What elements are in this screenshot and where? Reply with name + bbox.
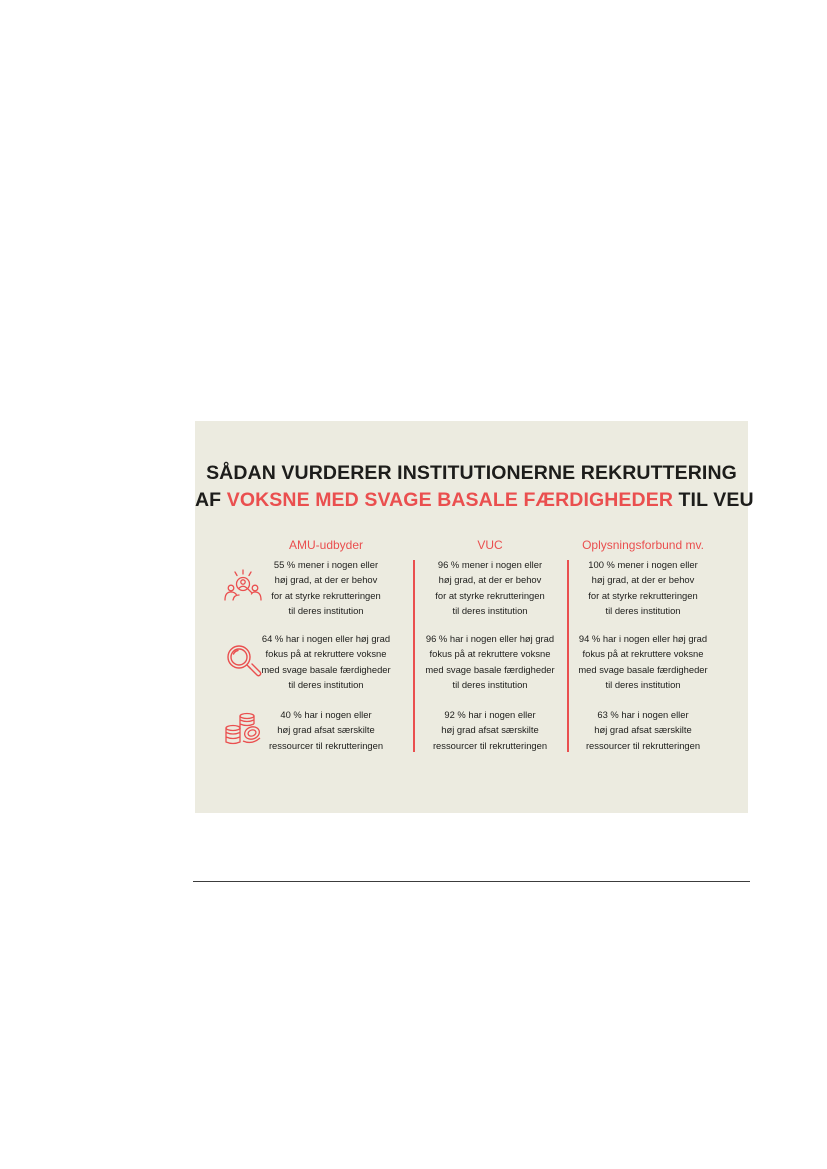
text-line: til deres institution [452, 604, 528, 616]
text-line: høj grad, at der er behov [438, 574, 542, 586]
text-line: 96 % mener i nogen eller [437, 559, 543, 570]
text-line: med svage basale færdigheder [425, 663, 555, 675]
text-line: ressourcer til rekrutteringen [585, 739, 701, 751]
infographic-title-line-1: SÅDAN VURDERER INSTITUTIONERNE REKRUTTERING [206, 462, 737, 484]
cell-oplysningsforbund-resources [568, 707, 718, 753]
text-line: 96 % har i nogen eller høj grad [425, 633, 555, 644]
title-suffix: TIL VEU [678, 489, 754, 511]
title-highlight: VOKSNE MED SVAGE BASALE FÆRDIGHEDER [226, 489, 674, 511]
text-line: for at styrke rekrutteringen [271, 589, 381, 601]
text-line: 94 % har i nogen eller høj grad [578, 633, 708, 644]
cell-vuc-resources [415, 707, 565, 753]
text-line: 64 % har i nogen eller høj grad [261, 633, 391, 644]
text-line: høj grad afsat særskilte [441, 724, 539, 736]
text-line: til deres institution [605, 678, 681, 690]
cell-amu-need [251, 557, 401, 618]
text-line: høj grad, at der er behov [591, 574, 695, 586]
text-line: til deres institution [288, 678, 364, 690]
column-header-amu: AMU-udbyder [288, 538, 364, 552]
text-line: høj grad, at der er behov [274, 574, 378, 586]
cell-amu-focus [251, 631, 401, 692]
infographic-title-line-2 [195, 489, 754, 512]
text-line: for at styrke rekrutteringen [435, 589, 545, 601]
cell-oplysningsforbund-focus [568, 631, 718, 692]
text-line: 55 % mener i nogen eller [273, 559, 379, 570]
text-line: 63 % har i nogen eller [597, 709, 689, 720]
text-line: med svage basale færdigheder [261, 663, 391, 675]
text-line: fokus på at rekruttere voksne [582, 648, 704, 660]
cell-amu-resources [251, 707, 401, 753]
cell-vuc-need [415, 557, 565, 618]
column-header-vuc: VUC [477, 538, 503, 552]
text-line: til deres institution [605, 604, 681, 616]
text-line: 92 % har i nogen eller [444, 709, 536, 720]
infographic-panel [195, 421, 754, 813]
text-line: ressourcer til rekrutteringen [432, 739, 548, 751]
text-line: fokus på at rekruttere voksne [429, 648, 551, 660]
cell-vuc-focus [415, 631, 565, 692]
text-line: høj grad afsat særskilte [594, 724, 692, 736]
text-line: 40 % har i nogen eller [280, 709, 372, 720]
text-line: med svage basale færdigheder [578, 663, 708, 675]
text-line: høj grad afsat særskilte [277, 724, 375, 736]
text-line: 100 % mener i nogen eller [588, 559, 698, 570]
cell-oplysningsforbund-need [568, 557, 718, 618]
column-header-oplysningsforbund: Oplysningsforbund mv. [582, 538, 704, 552]
footnote-separator [193, 881, 750, 882]
text-line: til deres institution [452, 678, 528, 690]
text-line: fokus på at rekruttere voksne [265, 648, 387, 660]
title-prefix: AF [195, 489, 222, 511]
text-line: til deres institution [288, 604, 364, 616]
text-line: for at styrke rekrutteringen [588, 589, 698, 601]
text-line: ressourcer til rekrutteringen [268, 739, 384, 751]
